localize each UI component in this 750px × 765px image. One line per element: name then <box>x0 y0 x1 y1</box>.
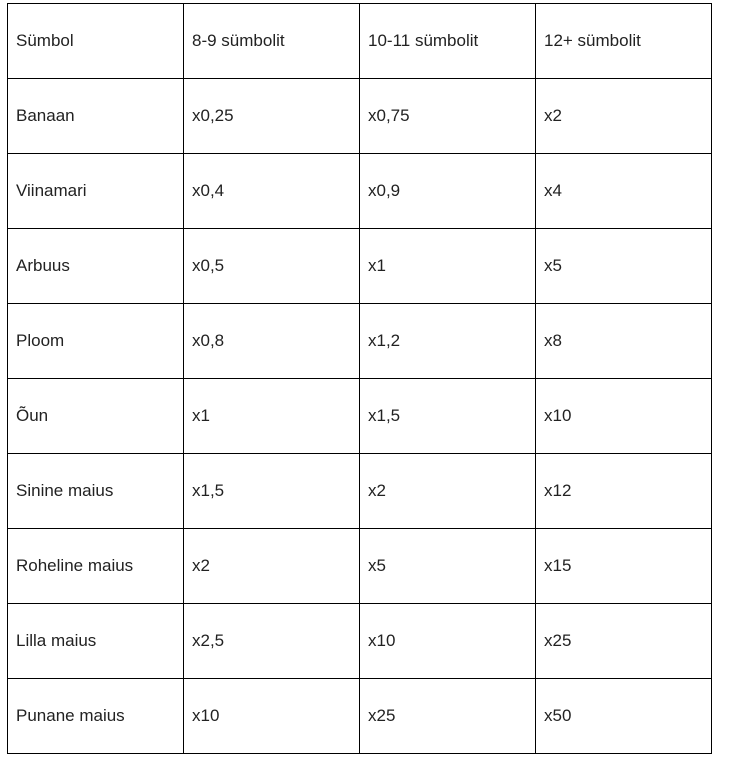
multiplier-cell: x0,75 <box>360 79 536 154</box>
table-row <box>8 154 712 229</box>
multiplier-cell: x10 <box>360 604 536 679</box>
multiplier-cell: x5 <box>360 529 536 604</box>
multiplier-cell: x8 <box>536 304 712 379</box>
multiplier-cell: x50 <box>536 679 712 754</box>
multiplier-cell: x1,2 <box>360 304 536 379</box>
symbol-cell: Arbuus <box>8 229 184 304</box>
multiplier-cell: x2,5 <box>184 604 360 679</box>
header-cell: 12+ sümbolit <box>536 4 712 79</box>
header-row <box>8 4 712 79</box>
multiplier-cell: x0,9 <box>360 154 536 229</box>
multiplier-cell: x10 <box>184 679 360 754</box>
symbol-cell: Õun <box>8 379 184 454</box>
multiplier-cell: x1,5 <box>184 454 360 529</box>
multiplier-cell: x2 <box>184 529 360 604</box>
multiplier-cell: x4 <box>536 154 712 229</box>
multiplier-cell: x1 <box>184 379 360 454</box>
symbol-cell: Punane maius <box>8 679 184 754</box>
symbol-cell: Roheline maius <box>8 529 184 604</box>
table-row <box>8 379 712 454</box>
multiplier-cell: x1,5 <box>360 379 536 454</box>
multiplier-cell: x0,5 <box>184 229 360 304</box>
header-cell: 8-9 sümbolit <box>184 4 360 79</box>
multiplier-cell: x0,4 <box>184 154 360 229</box>
multiplier-cell: x2 <box>536 79 712 154</box>
multiplier-cell: x25 <box>360 679 536 754</box>
header-cell: 10-11 sümbolit <box>360 4 536 79</box>
table-body <box>8 4 712 754</box>
multiplier-cell: x10 <box>536 379 712 454</box>
symbol-cell: Viinamari <box>8 154 184 229</box>
header-cell: Sümbol <box>8 4 184 79</box>
multiplier-cell: x12 <box>536 454 712 529</box>
table-row <box>8 529 712 604</box>
table-row <box>8 79 712 154</box>
multiplier-cell: x5 <box>536 229 712 304</box>
multiplier-cell: x2 <box>360 454 536 529</box>
table-row <box>8 304 712 379</box>
multiplier-cell: x0,8 <box>184 304 360 379</box>
table-row <box>8 454 712 529</box>
table-row <box>8 229 712 304</box>
symbol-cell: Ploom <box>8 304 184 379</box>
symbol-cell: Sinine maius <box>8 454 184 529</box>
multiplier-cell: x25 <box>536 604 712 679</box>
multiplier-cell: x0,25 <box>184 79 360 154</box>
table-row <box>8 679 712 754</box>
table-row <box>8 604 712 679</box>
multiplier-cell: x1 <box>360 229 536 304</box>
symbol-cell: Lilla maius <box>8 604 184 679</box>
symbol-cell: Banaan <box>8 79 184 154</box>
multiplier-cell: x15 <box>536 529 712 604</box>
payout-table <box>7 3 712 754</box>
